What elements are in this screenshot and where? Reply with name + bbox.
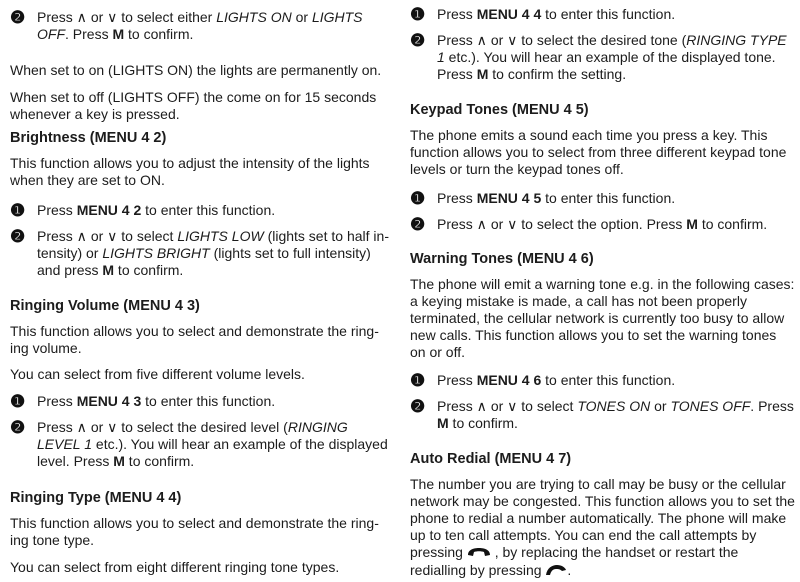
step-text: Press ∧ or ∨ to select the option. Press M to confirm. [437, 216, 768, 232]
keypad-tones-step-2 [410, 216, 795, 233]
step-text: Press ∧ or ∨ to select the desired tone (RINGING TYPE 1 etc.). You will hear an example of the displayed tone. Press M to confirm the setting. [437, 32, 787, 82]
ringing-volume-levels: You can select from five different volume levels. [10, 366, 305, 382]
brightness-heading: Brightness (MENU 4 2) [10, 130, 167, 146]
step-number-2: ❷ [410, 31, 426, 50]
step-text: Press MENU 4 2 to enter this function. [37, 202, 276, 218]
warning-tones-step-1 [410, 372, 795, 389]
right-column [410, 0, 795, 582]
ringing-volume-step-2 [10, 419, 390, 470]
step-text: Press ∧ or ∨ to select LIGHTS LOW (lights set to half intensity) or LIGHTS BRIGHT (lights set to full intensity) and press M to confirm. [37, 228, 389, 278]
hang-up-handset-icon [467, 545, 491, 562]
brightness-step-2 [10, 228, 390, 279]
lights-on-text: When set to on (LIGHTS ON) the lights are permanently on. [10, 62, 382, 78]
step-number-1: ❶ [410, 5, 426, 24]
left-column [10, 0, 390, 582]
call-handset-icon [545, 563, 567, 580]
warning-tones-step-2 [410, 398, 795, 432]
step-text: Press MENU 4 6 to enter this function. [437, 372, 676, 388]
step-text: Press MENU 4 3 to enter this function. [37, 393, 276, 409]
keypad-tones-step-1 [410, 190, 795, 207]
warning-tones-heading: Warning Tones (MENU 4 6) [410, 251, 594, 267]
step-number-1: ❶ [10, 201, 26, 220]
step-text: Press ∧ or ∨ to select TONES ON or TONES OFF. Press M to confirm. [437, 398, 794, 431]
step-text: Press MENU 4 4 to enter this function. [437, 6, 676, 22]
keypad-tones-description: The phone emits a sound each time you press a key. This function allows you to select from three different keypad tone levels or turn the keypad tones off. [410, 127, 787, 177]
step-number-2: ❷ [410, 397, 426, 416]
lights-off-text: When set to off (LIGHTS OFF) the come on for 15 seconds whenever a key is pressed. [10, 89, 377, 122]
ringing-volume-description: This function allows you to select and demonstrate the ringing volume. [10, 323, 379, 356]
auto-redial-description: The number you are trying to call may be busy or the cellular network may be congested. This function allows you to set the phone to redial a number automatically. The phone will make up to ten call attempts. You can end the call attempts by pressing , by replacing the handset or restart the redialling by pressing . [410, 476, 795, 578]
step-text: Press MENU 4 5 to enter this function. [437, 190, 676, 206]
step-number-2: ❷ [10, 8, 26, 27]
ringing-volume-step-1 [10, 393, 390, 410]
lights-select-step [10, 9, 390, 43]
warning-tones-description: The phone will emit a warning tone e.g. in the following cases: a keying mistake is made, a call has not been properly terminated, the cellular network is currently too busy to allow new calls. This function allows you to set the warning tones on or off. [410, 276, 795, 360]
ringing-volume-heading: Ringing Volume (MENU 4 3) [10, 298, 200, 314]
ringing-type-description: This function allows you to select and demonstrate the ringing tone type. [10, 515, 379, 548]
step-number-2: ❷ [10, 418, 26, 437]
ringing-type-step-2 [410, 32, 795, 83]
step-text: Press ∧ or ∨ to select either LIGHTS ON or LIGHTS OFF. Press M to confirm. [37, 9, 363, 42]
auto-redial-heading: Auto Redial (MENU 4 7) [410, 451, 572, 467]
brightness-description: This function allows you to adjust the intensity of the lights when they are set to ON. [10, 155, 370, 188]
step-number-2: ❷ [410, 215, 426, 234]
step-number-1: ❶ [410, 189, 426, 208]
step-number-1: ❶ [10, 392, 26, 411]
ringing-type-heading: Ringing Type (MENU 4 4) [10, 490, 182, 506]
step-number-1: ❶ [410, 371, 426, 390]
keypad-tones-heading: Keypad Tones (MENU 4 5) [410, 102, 589, 118]
ringing-type-step-1 [410, 6, 795, 23]
ringing-type-count: You can select from eight different ringing tone types. [10, 559, 340, 575]
step-text: Press ∧ or ∨ to select the desired level (RINGING LEVEL 1 etc.). You will hear an example of the displayed level. Press M to confirm. [37, 419, 388, 469]
brightness-step-1 [10, 202, 390, 219]
step-number-2: ❷ [10, 227, 26, 246]
